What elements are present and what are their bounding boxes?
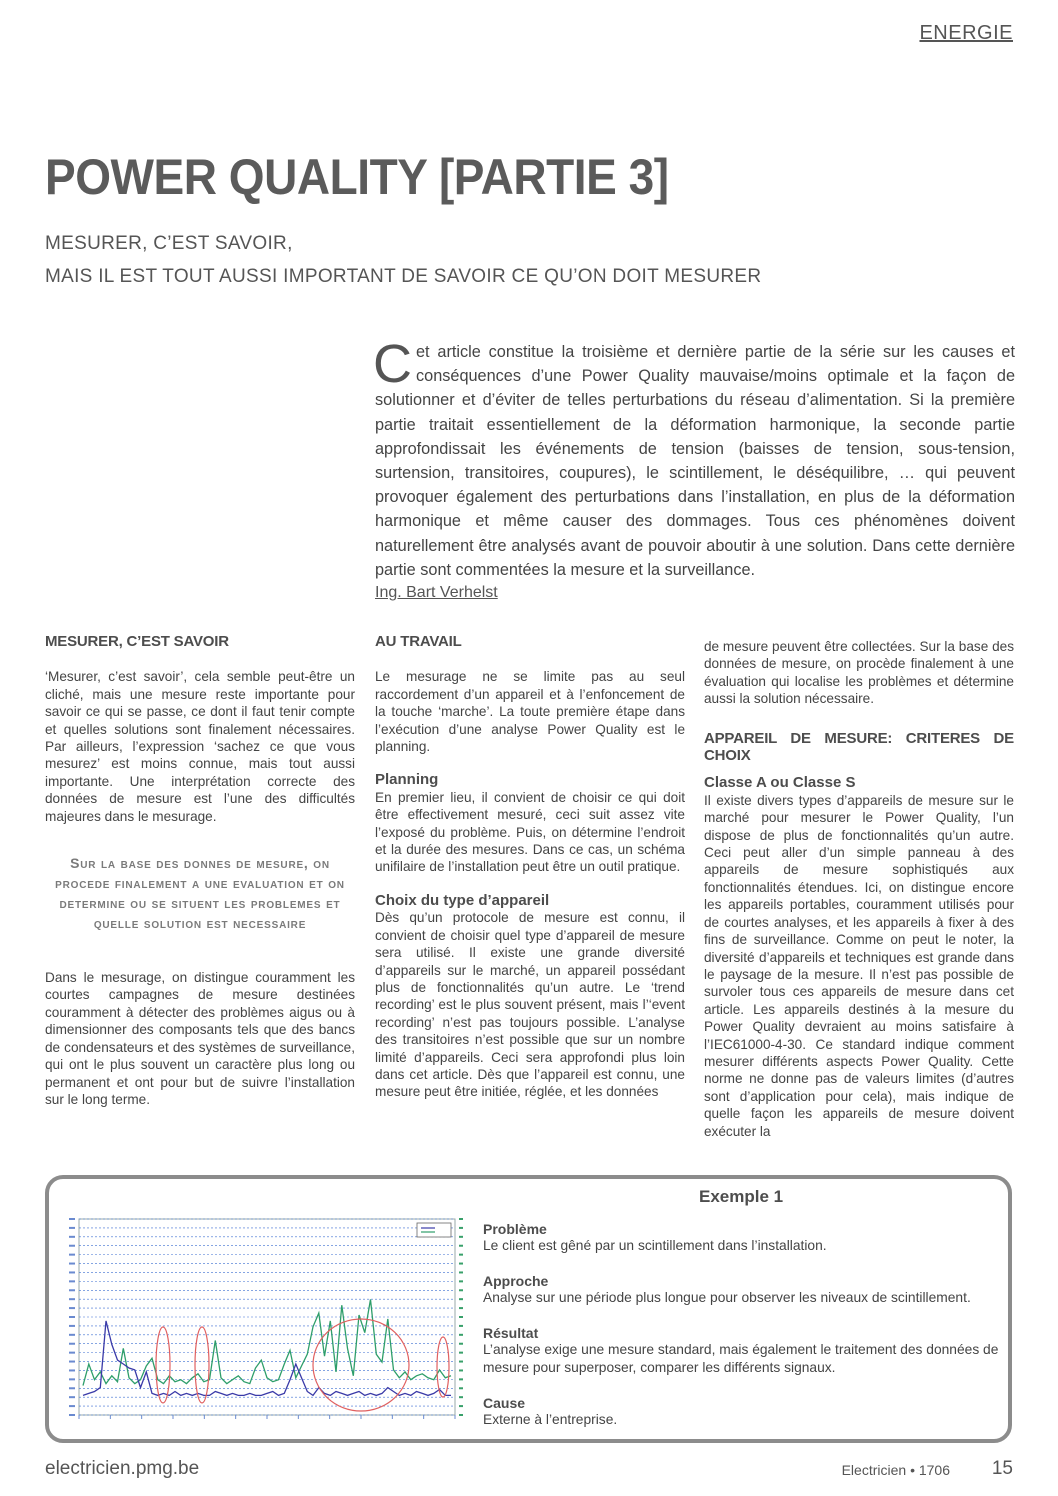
y-tick — [69, 1245, 75, 1247]
heading-au-travail: AU TRAVAIL — [375, 633, 462, 650]
text-cause: Externe à l’entreprise. — [483, 1412, 618, 1427]
heading-classe: Classe A ou Classe S — [704, 774, 856, 792]
y2-tick — [459, 1307, 463, 1309]
intro-text: et article constitue la troisième et dernière partie de la série sur les causes et conséquences d’une Power Quality mauvaise/moins optimale et la façon de solutionner et d’éviter de telles perturbations du réseau d’alimentation. Si la première partie traitait essentiellement de la déformation harmonique, la seconde partie approfondissait les événements de tension (baisses de tension, sous-tension, surtension, transitoires, coupures), le scintillement, le déséquilibre, … qui peuvent provoquer également des perturbations dans l’installation, en plus de la déformation harmonique et même causer des dommages. Tous ces phénomènes doivent naturellement être analysés avant de pouvoir aboutir à une solution. Dans cette dernière partie sont commentées la mesure et la surveillance. — [375, 343, 1015, 579]
y2-tick — [459, 1325, 463, 1327]
y2-tick — [459, 1271, 463, 1273]
y-tick — [69, 1289, 75, 1291]
column-2 — [375, 633, 685, 1109]
chart-svg — [63, 1215, 473, 1430]
column-1 — [45, 633, 355, 1116]
y2-tick — [459, 1361, 463, 1363]
subtitle-line-2: MAIS IL EST TOUT AUSSI IMPORTANT DE SAVOIR CE QU’ON DOIT MESURER — [45, 266, 762, 287]
y2-tick — [459, 1245, 463, 1247]
y-tick — [69, 1352, 75, 1354]
y2-tick — [459, 1396, 463, 1398]
footer-url[interactable]: electricien.pmg.be — [45, 1458, 200, 1479]
y-tick — [69, 1298, 75, 1300]
y2-tick — [459, 1298, 463, 1300]
example-text — [483, 1221, 1008, 1447]
heading-mesurer: MESURER, C’EST SAVOIR — [45, 633, 229, 650]
y2-tick — [459, 1227, 463, 1229]
y2-tick — [459, 1387, 463, 1389]
y2-tick — [459, 1263, 463, 1265]
y-tick — [69, 1369, 75, 1371]
paragraph: ‘Mesurer, c’est savoir’, cela semble peut-être un cliché, mais une mesure reste importante pour savoir ce qui se passe, ce dont il faut tenir compte et quelles solutions sont finalement nécessaires. Par ailleurs, l’expression ‘sachez ce que vous mesurez’ est moins connue, mais tout aussi importante. Une interprétation correcte des données de mesure est l’une des difficultés majeures dans le mesurage. — [45, 669, 355, 824]
heading-choix: Choix du type d’appareil — [375, 891, 550, 909]
author[interactable]: Ing. Bart Verhelst — [375, 584, 498, 601]
y2-tick — [459, 1218, 463, 1220]
y2-tick — [459, 1280, 463, 1282]
label-approche: Approche — [483, 1273, 549, 1289]
paragraph: Dès qu’un protocole de mesure est connu, il convient de choisir quel type d’appareil de mesure sera utilisé. Il existe une grande diversité d’appareils sur le marché, un appareil possédant plus de fonctionnalités qu’un autre. Le ‘trend recording’ est le plus souvent présent, mais l’‘event recording’ n’est pas toujours possible. L’analyse des transitoires n’est possible que sur un nombre limité d’appareils. Ceci sera approfondi plus loin dans cet article. Dès que l’appareil est connu, une mesure peut être initiée, réglée, et les données — [375, 910, 685, 1100]
y-tick — [69, 1387, 75, 1389]
column-3 — [704, 638, 1014, 1148]
label-cause: Cause — [483, 1395, 526, 1411]
label-probleme: Problème — [483, 1221, 547, 1237]
y2-tick — [459, 1236, 463, 1238]
y-tick — [69, 1254, 75, 1256]
y-tick — [69, 1227, 75, 1229]
y-tick — [69, 1307, 75, 1309]
paragraph: de mesure peuvent être collectées. Sur la base des données de mesure, on procède finalement à une évaluation qui localise les problèmes et détermine aussi la solution nécessaire. — [704, 639, 1014, 707]
page-number: 15 — [991, 1458, 1013, 1479]
y-tick — [69, 1263, 75, 1265]
y2-tick — [459, 1254, 463, 1256]
y2-tick — [459, 1316, 463, 1318]
legend-box — [417, 1223, 451, 1237]
footer-magazine: Electricien • 1706 — [841, 1462, 950, 1478]
article-title: POWER QUALITY [PARTIE 3] — [45, 149, 669, 205]
y-tick — [69, 1280, 75, 1282]
y-tick — [69, 1334, 75, 1336]
y-tick — [69, 1271, 75, 1273]
y2-tick — [459, 1378, 463, 1380]
y2-tick — [459, 1334, 463, 1336]
pull-quote: Sur la base des donnes de mesure, on procede finalement a une evaluation et on determine ou se situent les problemes et quelle solution est necessaire — [55, 855, 345, 932]
paragraph: Dans le mesurage, on distingue couramment les courtes campagnes de mesure destinées couramment à détecter des problèmes aigus ou à dimensionner des composants tels que des bancs de condensateurs et des systèmes de surveillance, qui ont le plus souvent un caractère plus long ou permanent et ont pour but de suivre l’installation sur le long terme. — [45, 970, 355, 1107]
y-tick — [69, 1378, 75, 1380]
y-tick — [69, 1396, 75, 1398]
label-resultat: Résultat — [483, 1325, 539, 1341]
y-tick — [69, 1218, 75, 1220]
heading-planning: Planning — [375, 771, 439, 789]
text-probleme: Le client est gêné par un scintillement dans l’installation. — [483, 1238, 827, 1253]
section-tag: ENERGIE — [919, 22, 1013, 44]
y2-tick — [459, 1352, 463, 1354]
y-tick — [69, 1414, 75, 1416]
y-tick — [69, 1236, 75, 1238]
y-tick — [69, 1343, 75, 1345]
paragraph: Il existe divers types d’appareils de mesure sur le marché pour mesurer le Power Quality, l’un dispose de plus de fonctionnalités qu’un autre. Ceci peut aller d’un simple panneau à des appareils de mesure sophistiqués aux fonctionnalités étendues. Ici, on distingue encore les appareils portables, couramment utilisés pour de courtes analyses, et les appareils à fixer à des fins de surveillance. Comme on peut le noter, la diversité d’appareils et techniques est grande dans le paysage de la mesure. Il n’est pas possible de survoler tous ces appareils de mesure dans cet article. Les appareils destinés à la mesure du Power Quality devraient au moins satisfaire à l’IEC61000-4-30. Ce standard indique comment mesurer différents aspects Power Quality. Cette norme ne donne pas de valeurs limites (d’autres sont d’application pour cela), mais indique de quelle façon les appareils de mesure doivent exécuter la — [704, 792, 1014, 1139]
y2-tick — [459, 1343, 463, 1345]
subtitle-line-1: MESURER, C’EST SAVOIR, — [45, 233, 293, 254]
y2-tick — [459, 1414, 463, 1416]
flicker-chart — [63, 1215, 473, 1430]
text-approche: Analyse sur une période plus longue pour observer les niveaux de scintillement. — [483, 1290, 971, 1305]
y-tick — [69, 1361, 75, 1363]
text-resultat: L’analyse exige une mesure standard, mais également le traitement des données de mesure pour superposer, comparer les différents signaux. — [483, 1342, 999, 1375]
example-box — [45, 1175, 1012, 1443]
heading-appareil: APPAREIL DE MESURE: CRITERES DE CHOIX — [704, 729, 1014, 765]
intro-paragraph — [373, 334, 1015, 582]
paragraph: En premier lieu, il convient de choisir ce qui doit être effectivement mesuré, ceci suit assez vite l’exposé du problème. Puis, on détermine l’endroit et la durée des mesures. Dans ce cas, un schéma unifilaire de l’installation peut être un outil pratique. — [375, 789, 685, 875]
y2-tick — [459, 1405, 463, 1407]
y-tick — [69, 1316, 75, 1318]
y-tick — [69, 1325, 75, 1327]
y2-tick — [459, 1369, 463, 1371]
drop-cap: C — [373, 334, 412, 394]
y-tick — [69, 1405, 75, 1407]
example-title: Exemple 1 — [699, 1187, 784, 1206]
paragraph: Le mesurage ne se limite pas au seul raccordement d’un appareil et à l’enfoncement de la touche ‘marche’. La toute première étape dans l’exécution d’une analyse Power Quality est le planning. — [375, 669, 685, 755]
y2-tick — [459, 1289, 463, 1291]
